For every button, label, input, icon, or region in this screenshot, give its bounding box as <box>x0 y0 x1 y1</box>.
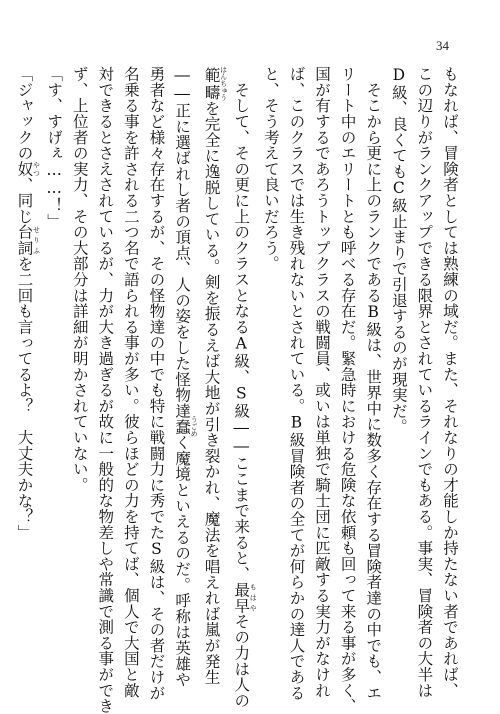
text-segment: その力は人の <box>232 613 251 709</box>
text-segment: く魔境といえるのだ。呼称は英雄や <box>173 434 192 688</box>
text-line: 対できるとさえされているが、力が大き過ぎるが故に一般的な物差しや常識で測る事ができ <box>96 66 115 714</box>
furigana: せりふ <box>32 224 41 256</box>
ruby-word <box>232 581 258 614</box>
text-line: ば、このクラスでは生き残れないとされている。B級冒険者の全てが何らかの達人である <box>287 66 306 701</box>
text-line: 「す、すげぇ……！」 <box>45 66 64 229</box>
text-line: もなれば、冒険者としては熟練の域だ。また、それなりの才能しか持たない者であれば、 <box>441 66 459 698</box>
furigana: うごめ <box>190 416 199 438</box>
text-line <box>228 66 258 709</box>
text-line: 名乗る事を許される二つ名で語られる事が多い。彼らほどの力を持てば、個人で大国と敵 <box>121 66 140 698</box>
page-number: 34 <box>436 38 449 53</box>
text-line: ず、上位者の実力、その大部分は詳細が明かされていない。 <box>70 66 89 493</box>
text-line <box>11 66 41 666</box>
furigana: もはや <box>249 581 258 614</box>
ruby-word <box>202 66 228 101</box>
text-segment: そして、その更に上のクラスとなるA級、S級――ここまで来ると、 <box>232 66 251 582</box>
furigana: やつ <box>32 160 41 177</box>
ruby-word <box>173 416 199 438</box>
text-line: D級、良くてもC級止まりで引退するのが現実だ。 <box>389 66 408 435</box>
text-segment: ――正に選ばれし者の頂点、人の姿をした怪物達 <box>173 66 192 419</box>
text-line: リート中のエリートとも呼べる存在だ。緊急時における危険な依頼も回って来る事が多く、 <box>338 66 357 714</box>
ruby-base: 範疇 <box>202 66 221 101</box>
text-line <box>168 66 199 688</box>
text-line <box>198 66 228 685</box>
vertical-text-body <box>15 66 462 714</box>
ruby-base: 蠢 <box>173 416 192 438</box>
text-line: 勇者など様々存在するが、その怪物達の中でも特に戦闘力に秀でたS級は、その者だけが <box>147 66 166 701</box>
text-segment: 、同じ <box>15 176 34 225</box>
text-segment: を二回も言ってるよ？ 大丈夫かな？」 <box>15 255 34 541</box>
ruby-word <box>15 224 41 256</box>
text-line: そこから更に上のランクであるB級は、世界中に数多く存在する冒険者達の中でも、エ <box>364 66 383 701</box>
text-line: この辺りがランクアップできる限界とされているラインでもある。事実、冒険者の大半は <box>415 66 434 698</box>
ruby-base: 台詞 <box>15 224 34 256</box>
text-segment: を完全に逸脱している。剣を振るえば大地が引き裂かれ、魔法を唱えれば嵐が発生 <box>202 100 221 685</box>
text-line: と、そう考えて良いだろう。 <box>261 66 280 272</box>
ruby-word <box>15 160 41 177</box>
text-segment: 「ジャックの <box>15 66 34 161</box>
furigana: はんちゅう <box>219 66 228 101</box>
text-line: 国が有するであろうトップクラスの戦闘員、或いは単独で騎士団に匹敵する実力がなけれ <box>313 66 332 698</box>
ruby-base: 奴 <box>15 160 34 177</box>
ruby-base: 最早 <box>232 581 251 614</box>
